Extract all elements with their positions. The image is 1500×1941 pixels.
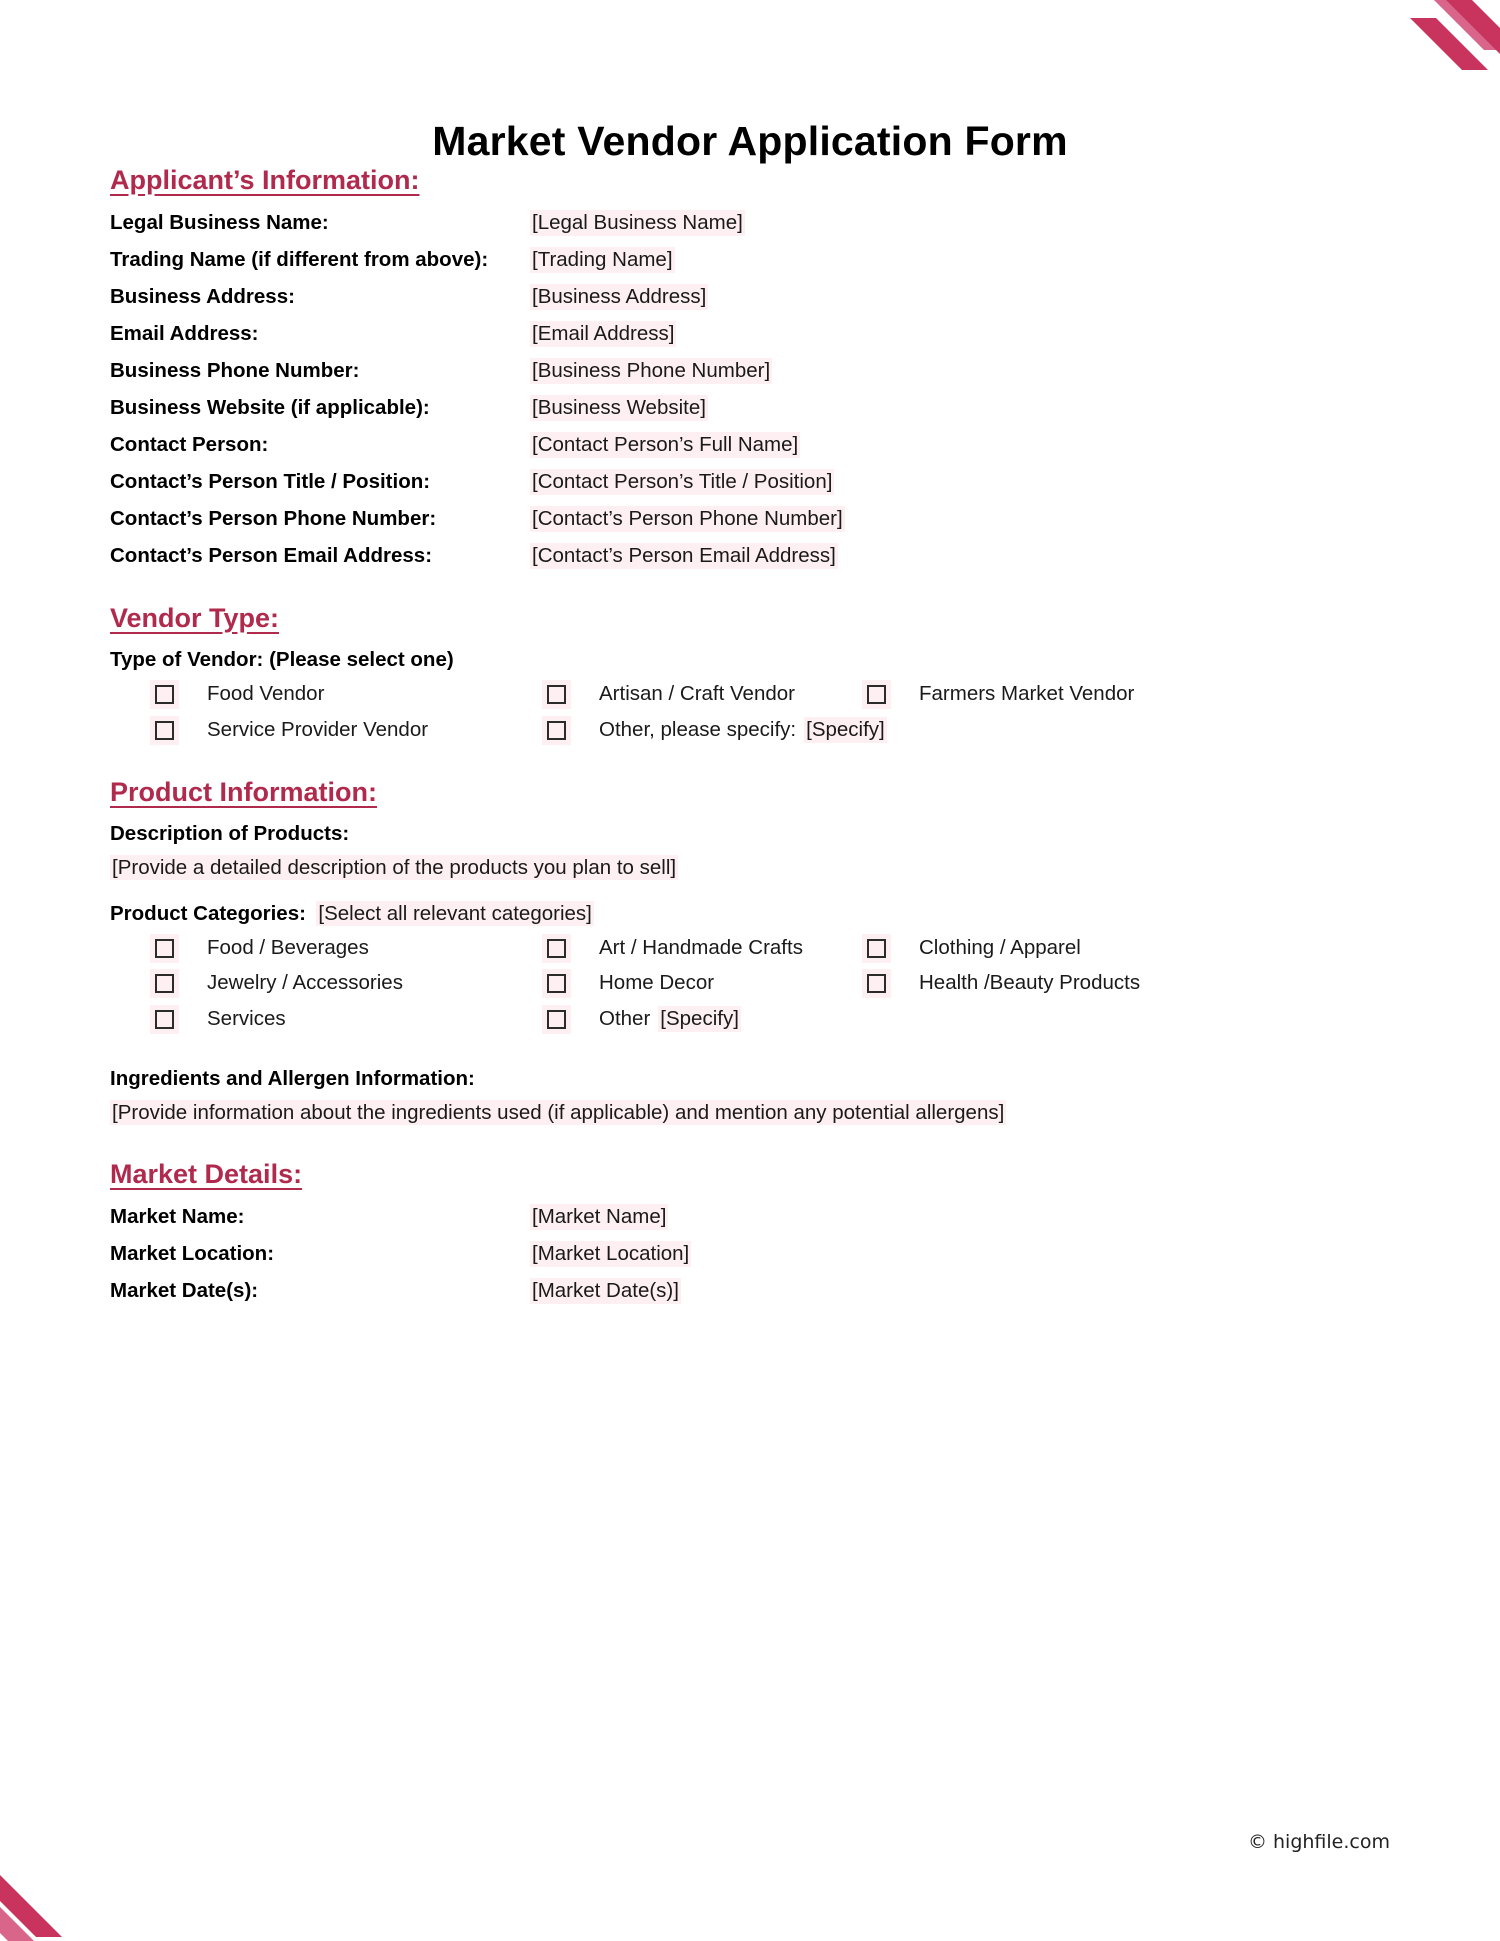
checkbox-label: Service Provider Vendor (207, 718, 429, 741)
checkbox-label: Services (207, 1007, 286, 1030)
checkbox-icon[interactable] (867, 974, 886, 993)
field-row-market-dates (110, 1278, 1390, 1304)
checkbox-icon[interactable] (547, 721, 566, 740)
field-label: Market Name: (110, 1205, 245, 1228)
field-value-trading-name[interactable]: [Trading Name] (532, 248, 673, 271)
field-label: Business Address: (110, 285, 295, 308)
checkbox-label: Artisan / Craft Vendor (599, 682, 795, 705)
checkbox-item-home-decor[interactable] (547, 971, 867, 995)
checkbox-icon[interactable] (155, 1010, 174, 1029)
section-market-details (110, 1159, 1390, 1190)
field-value-contact-email[interactable]: [Contact’s Person Email Address] (532, 544, 836, 567)
field-value-contact-phone[interactable]: [Contact’s Person Phone Number] (532, 507, 843, 530)
field-row-contact-email (110, 543, 1390, 569)
description-of-products-label: Description of Products: (110, 822, 350, 845)
field-label: Contact’s Person Phone Number: (110, 507, 437, 530)
ingredients-allergen-value (110, 1101, 1390, 1125)
product-categories-placeholder[interactable]: [Select all relevant categories] (318, 902, 592, 925)
product-category-other-specify[interactable]: [Specify] (660, 1007, 739, 1030)
checkbox-icon[interactable] (155, 721, 174, 740)
checkbox-label: Food / Beverages (207, 936, 369, 959)
checkbox-item-farmers-market-vendor[interactable] (867, 682, 1134, 706)
checkbox-icon[interactable] (547, 1010, 566, 1029)
field-value-business-website[interactable]: [Business Website] (532, 396, 706, 419)
vendor-type-prompt: Type of Vendor: (Please select one) (110, 648, 454, 671)
vendor-type-other-specify[interactable]: [Specify] (806, 718, 885, 741)
checkbox-icon[interactable] (547, 974, 566, 993)
field-row-market-location (110, 1241, 1390, 1267)
field-value-market-location[interactable]: [Market Location] (532, 1242, 690, 1265)
checkbox-label: Art / Handmade Crafts (599, 936, 803, 959)
checkbox-icon[interactable] (155, 939, 174, 958)
checkbox-item-other-category[interactable] (547, 1006, 867, 1032)
field-label: Legal Business Name: (110, 211, 329, 234)
checkbox-item-jewelry-accessories[interactable] (155, 971, 547, 995)
field-row-email-address (110, 321, 1390, 347)
checkbox-icon[interactable] (867, 685, 886, 704)
spacer (110, 888, 1390, 902)
field-label: Market Date(s): (110, 1279, 259, 1302)
checkbox-label: Food Vendor (207, 682, 325, 705)
corner-decoration-bottom-left (0, 1851, 150, 1941)
checkbox-label: Health /Beauty Products (919, 971, 1141, 994)
field-label: Contact’s Person Title / Position: (110, 470, 431, 493)
field-row-market-name (110, 1204, 1390, 1230)
checkbox-icon[interactable] (155, 974, 174, 993)
checkbox-icon[interactable] (867, 939, 886, 958)
field-value-email-address[interactable]: [Email Address] (532, 322, 675, 345)
vendor-type-row-1 (155, 682, 1390, 706)
checkbox-item-health-beauty-products[interactable] (867, 971, 1140, 995)
field-label: Business Phone Number: (110, 359, 360, 382)
field-label: Contact’s Person Email Address: (110, 544, 433, 567)
product-category-row-1 (155, 936, 1390, 960)
section-applicant-information (110, 165, 1390, 196)
description-of-products-value (110, 856, 1390, 880)
document-body (0, 165, 1500, 1304)
page-title: Market Vendor Application Form (432, 118, 1068, 164)
section-vendor-type (110, 603, 1390, 634)
checkbox-icon[interactable] (547, 939, 566, 958)
section-product-information (110, 777, 1390, 808)
vendor-type-row-2 (155, 717, 1390, 743)
checkbox-item-clothing-apparel[interactable] (867, 936, 1081, 960)
ingredients-allergen-label: Ingredients and Allergen Information: (110, 1067, 475, 1090)
checkbox-item-food-beverages[interactable] (155, 936, 547, 960)
product-categories-options (155, 936, 1390, 1032)
description-placeholder[interactable]: [Provide a detailed description of the products you plan to sell] (112, 856, 677, 879)
field-row-business-address (110, 284, 1390, 310)
checkbox-label: Other (599, 1007, 651, 1030)
field-label: Market Location: (110, 1242, 275, 1265)
checkbox-item-service-provider-vendor[interactable] (155, 718, 547, 742)
field-label: Email Address: (110, 322, 259, 345)
field-row-contact-phone (110, 506, 1390, 532)
field-row-contact-title (110, 469, 1390, 495)
field-value-legal-business-name[interactable]: [Legal Business Name] (532, 211, 743, 234)
product-category-row-3 (155, 1006, 1390, 1032)
field-row-contact-person (110, 432, 1390, 458)
checkbox-item-services[interactable] (155, 1007, 547, 1031)
checkbox-item-food-vendor[interactable] (155, 682, 547, 706)
field-row-business-phone-number (110, 358, 1390, 384)
checkbox-item-other-vendor[interactable] (547, 717, 887, 743)
field-value-business-address[interactable]: [Business Address] (532, 285, 707, 308)
section-heading-product-information: Product Information: (110, 777, 377, 807)
field-value-market-name[interactable]: [Market Name] (532, 1205, 667, 1228)
spacer (110, 1043, 1390, 1067)
field-value-business-phone-number[interactable]: [Business Phone Number] (532, 359, 771, 382)
ingredients-placeholder[interactable]: [Provide information about the ingredients used (if applicable) and mention any potential allergens] (112, 1101, 1005, 1124)
footer-copyright: © highfile.com (1247, 1831, 1390, 1853)
vendor-type-options (155, 682, 1390, 743)
checkbox-label: Home Decor (599, 971, 715, 994)
field-value-contact-title[interactable]: [Contact Person’s Title / Position] (532, 470, 833, 493)
field-row-business-website (110, 395, 1390, 421)
checkbox-item-art-handmade-crafts[interactable] (547, 936, 867, 960)
checkbox-label: Jewelry / Accessories (207, 971, 403, 994)
product-categories-label: Product Categories: (110, 902, 306, 925)
section-heading-applicant: Applicant’s Information: (110, 165, 420, 195)
section-heading-vendor-type: Vendor Type: (110, 603, 280, 633)
field-row-trading-name (110, 247, 1390, 273)
field-value-market-dates[interactable]: [Market Date(s)] (532, 1279, 679, 1302)
field-label: Trading Name (if different from above): (110, 248, 489, 271)
product-category-row-2 (155, 971, 1390, 995)
checkbox-label: Other, please specify: (599, 718, 797, 741)
checkbox-icon[interactable] (155, 685, 174, 704)
checkbox-icon[interactable] (547, 685, 566, 704)
field-value-contact-person[interactable]: [Contact Person’s Full Name] (532, 433, 799, 456)
checkbox-item-artisan-craft-vendor[interactable] (547, 682, 867, 706)
field-row-legal-business-name (110, 210, 1390, 236)
product-categories-row (110, 902, 1390, 926)
field-label: Business Website (if applicable): (110, 396, 430, 419)
field-label: Contact Person: (110, 433, 269, 456)
checkbox-label: Clothing / Apparel (919, 936, 1081, 959)
section-heading-market-details: Market Details: (110, 1159, 303, 1189)
checkbox-label: Farmers Market Vendor (919, 682, 1135, 705)
